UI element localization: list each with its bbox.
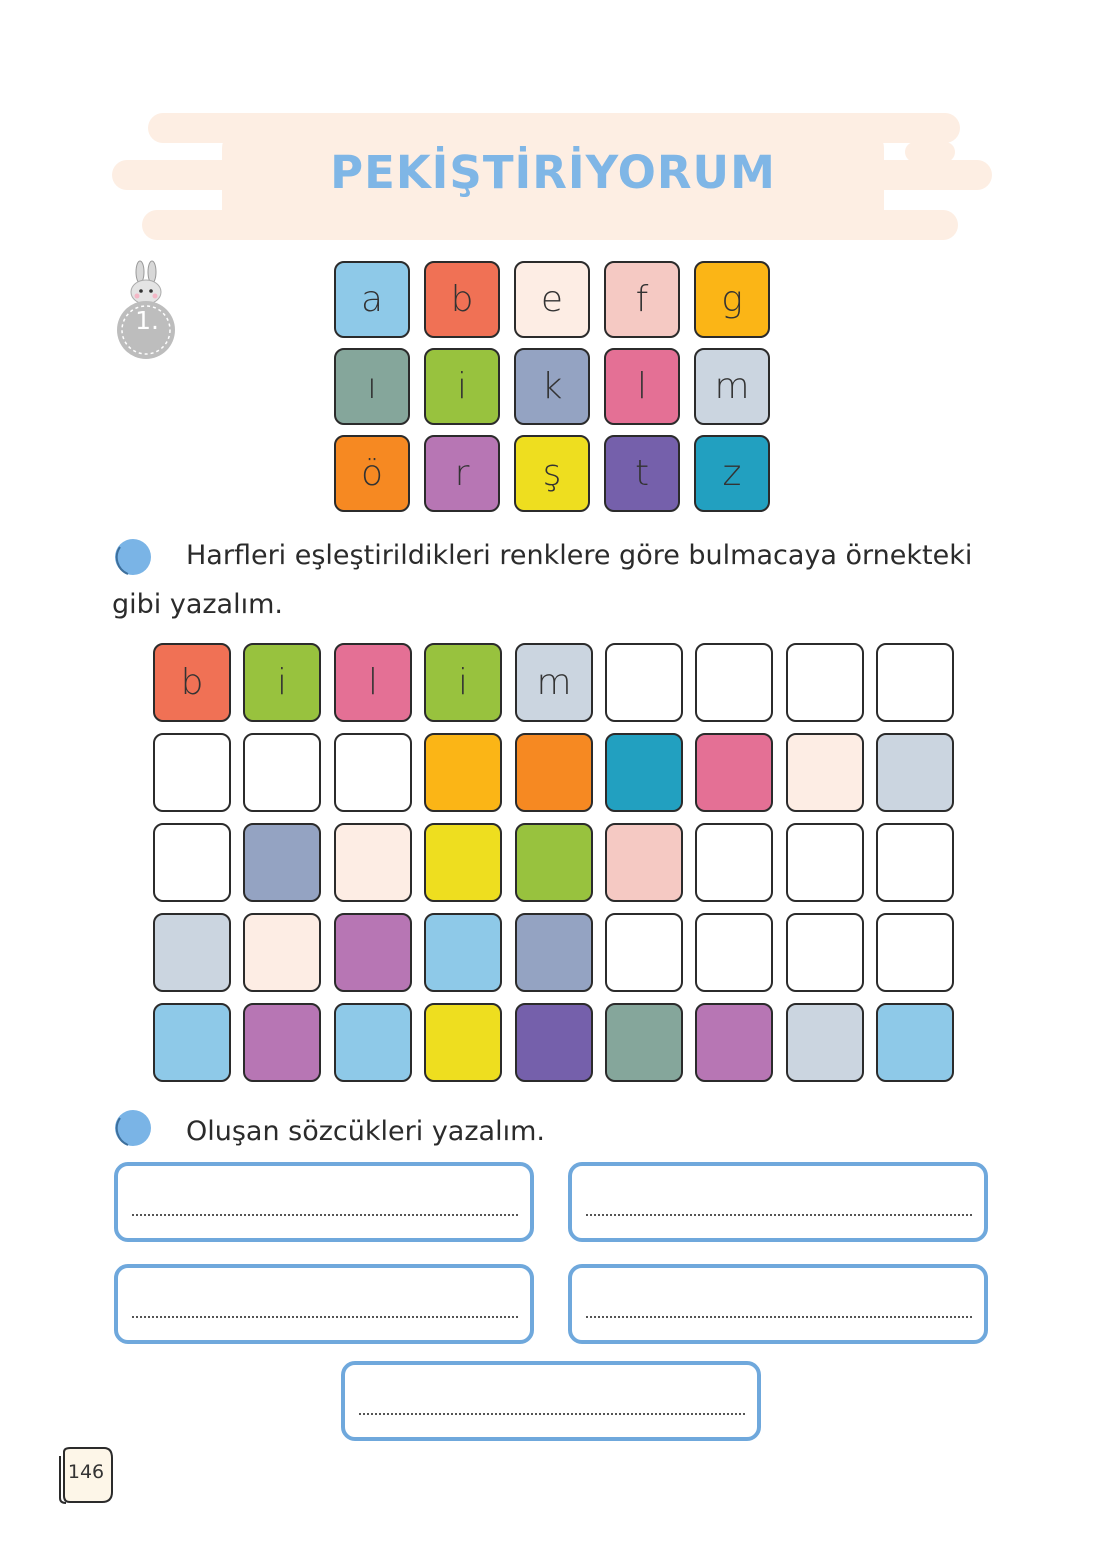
bullet-icon — [112, 1108, 152, 1148]
puzzle-cell[interactable] — [424, 913, 502, 992]
puzzle-cell[interactable] — [243, 1003, 321, 1082]
puzzle-cell[interactable] — [424, 1003, 502, 1082]
instruction-1-line1: Harfleri eşleştirildikleri renklere göre bulmacaya örnekteki — [186, 540, 973, 571]
puzzle-letter: m — [536, 661, 572, 703]
puzzle-letter: i — [457, 661, 468, 703]
key-tile — [334, 261, 410, 338]
puzzle-cell[interactable] — [153, 733, 231, 812]
bullet-icon — [112, 537, 152, 577]
puzzle-cell[interactable] — [515, 823, 593, 902]
key-tile — [604, 261, 680, 338]
key-letter: k — [541, 365, 563, 407]
puzzle-cell[interactable] — [695, 643, 773, 722]
dotted-line — [359, 1413, 745, 1415]
key-tile — [514, 261, 590, 338]
puzzle-cell[interactable] — [876, 643, 954, 722]
instruction-2: Oluşan sözcükleri yazalım. — [186, 1116, 545, 1147]
key-letter: e — [540, 278, 564, 320]
puzzle-cell[interactable] — [786, 823, 864, 902]
page-title: PEKİŞTİRİYORUM — [330, 146, 776, 199]
puzzle-cell[interactable] — [153, 823, 231, 902]
key-letter: b — [450, 278, 474, 320]
puzzle-cell[interactable] — [605, 643, 683, 722]
key-letter: m — [714, 365, 750, 407]
answer-box[interactable] — [568, 1162, 988, 1242]
key-tile — [334, 435, 410, 512]
key-letter: a — [360, 278, 384, 320]
answer-box[interactable] — [568, 1264, 988, 1344]
key-letter: z — [722, 452, 742, 494]
key-tile — [694, 261, 770, 338]
answer-box[interactable] — [341, 1361, 761, 1441]
key-tile — [424, 348, 500, 425]
puzzle-cell[interactable] — [876, 913, 954, 992]
answer-box[interactable] — [114, 1264, 534, 1344]
dotted-line — [586, 1214, 972, 1216]
puzzle-cell[interactable] — [876, 823, 954, 902]
instruction-1-line2: gibi yazalım. — [112, 589, 283, 620]
key-tile — [424, 261, 500, 338]
key-letter: t — [634, 452, 650, 494]
puzzle-cell[interactable] — [153, 1003, 231, 1082]
key-letter: ş — [542, 452, 562, 494]
puzzle-cell[interactable] — [695, 823, 773, 902]
puzzle-cell[interactable] — [243, 913, 321, 992]
puzzle-cell[interactable] — [424, 643, 502, 722]
key-letter: ö — [360, 452, 384, 494]
puzzle-cell[interactable] — [334, 733, 412, 812]
key-letter: r — [454, 452, 470, 494]
page-number: 146 — [67, 1461, 105, 1483]
puzzle-cell[interactable] — [695, 733, 773, 812]
puzzle-cell[interactable] — [334, 913, 412, 992]
puzzle-cell[interactable] — [243, 643, 321, 722]
dotted-line — [586, 1316, 972, 1318]
puzzle-cell[interactable] — [605, 913, 683, 992]
puzzle-cell[interactable] — [153, 913, 231, 992]
puzzle-cell[interactable] — [786, 913, 864, 992]
puzzle-cell[interactable] — [786, 643, 864, 722]
key-tile — [514, 435, 590, 512]
key-tile — [694, 348, 770, 425]
puzzle-cell[interactable] — [334, 643, 412, 722]
puzzle-cell[interactable] — [424, 823, 502, 902]
key-tile — [604, 435, 680, 512]
key-letter: f — [635, 278, 649, 320]
puzzle-cell[interactable] — [334, 823, 412, 902]
key-letter: ı — [366, 365, 377, 407]
puzzle-cell[interactable] — [786, 1003, 864, 1082]
puzzle-cell[interactable] — [243, 733, 321, 812]
puzzle-cell[interactable] — [786, 733, 864, 812]
puzzle-cell[interactable] — [605, 823, 683, 902]
key-letter: i — [456, 365, 467, 407]
title-banner — [0, 0, 1106, 260]
puzzle-cell[interactable] — [153, 643, 231, 722]
puzzle-letter: l — [367, 661, 378, 703]
key-tile — [334, 348, 410, 425]
puzzle-cell[interactable] — [334, 1003, 412, 1082]
key-tile — [604, 348, 680, 425]
puzzle-letter: i — [276, 661, 287, 703]
key-tile — [694, 435, 770, 512]
answer-box[interactable] — [114, 1162, 534, 1242]
puzzle-cell[interactable] — [424, 733, 502, 812]
puzzle-cell[interactable] — [695, 913, 773, 992]
dotted-line — [132, 1316, 518, 1318]
key-tile — [424, 435, 500, 512]
puzzle-cell[interactable] — [515, 913, 593, 992]
exercise-number: 1. — [135, 306, 159, 335]
key-tile — [514, 348, 590, 425]
puzzle-cell[interactable] — [876, 733, 954, 812]
puzzle-cell[interactable] — [515, 1003, 593, 1082]
puzzle-cell[interactable] — [515, 733, 593, 812]
puzzle-cell[interactable] — [515, 643, 593, 722]
puzzle-cell[interactable] — [876, 1003, 954, 1082]
puzzle-letter: b — [180, 661, 204, 703]
puzzle-cell[interactable] — [605, 1003, 683, 1082]
puzzle-cell[interactable] — [605, 733, 683, 812]
key-letter: g — [721, 278, 743, 320]
key-letter: l — [636, 365, 647, 407]
puzzle-cell[interactable] — [695, 1003, 773, 1082]
dotted-line — [132, 1214, 518, 1216]
puzzle-cell[interactable] — [243, 823, 321, 902]
